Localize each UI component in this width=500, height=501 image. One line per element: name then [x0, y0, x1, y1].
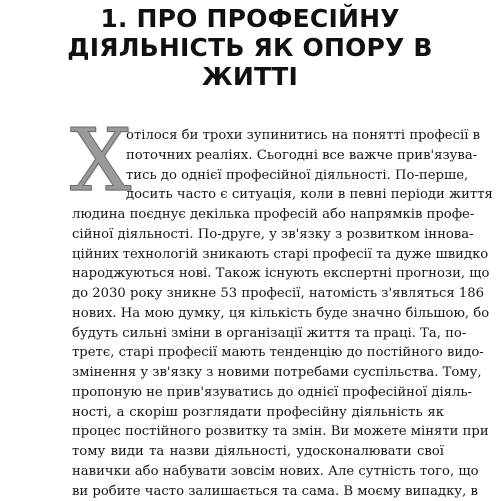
- chapter-title-line: 1. ПРО ПРОФЕСІЙНУ: [60, 4, 440, 33]
- text-line: тому види та назви діяльності, удосконалювати свої: [72, 442, 444, 462]
- text-line: до 2030 року зникне 53 професії, натомість з'являться 186: [72, 284, 444, 304]
- text-line: ності, а скоріш розглядати професійну діяльність як: [72, 403, 444, 423]
- text-line: досить часто є ситуація, коли в певні періоди життя: [72, 185, 444, 205]
- text-line: тись до однієї професійної діяльності. По-перше,: [72, 166, 444, 186]
- chapter-title: [60, 4, 440, 91]
- text-line: сійної діяльності. По-друге, у зв'язку з розвитком іннова-: [72, 225, 444, 245]
- text-line: ви робите часто залишається та сама. В моєму випадку, в: [72, 482, 444, 501]
- text-line: нових. На мою думку, ця кількість буде значно більшою, бо: [72, 304, 444, 324]
- text-line: народжуються нові. Також існують експертні прогнози, що: [72, 264, 444, 284]
- text-line: навички або набувати зовсім нових. Але сутність того, що: [72, 462, 444, 482]
- text-line: процес постійного розвитку та змін. Ви можете міняти при: [72, 422, 444, 442]
- chapter-title-line: ЖИТТІ: [60, 62, 440, 91]
- body-paragraph: [72, 126, 444, 501]
- text-line: пропоную не прив'язуватись до однієї професійної діяль-: [72, 383, 444, 403]
- text-line: людина поєднує декілька професій або напрямків профе-: [72, 205, 444, 225]
- text-line: третє, старі професії мають тенденцію до постійного видо-: [72, 343, 444, 363]
- text-line: поточних реаліях. Сьогодні все важче прив'язува-: [72, 146, 444, 166]
- text-line: отілося би трохи зупинитись на понятті професії в: [72, 126, 444, 146]
- chapter-title-line: ДІЯЛЬНІСТЬ ЯК ОПОРУ В: [60, 33, 440, 62]
- text-line: змінення у зв'язку з новими потребами суспільства. Тому,: [72, 363, 444, 383]
- text-line: ційних технологій зникають старі професії та дуже швидко: [72, 245, 444, 265]
- drop-cap-letter: Х: [70, 124, 126, 198]
- text-line: будуть сильні зміни в організації життя та праці. Та, по-: [72, 324, 444, 344]
